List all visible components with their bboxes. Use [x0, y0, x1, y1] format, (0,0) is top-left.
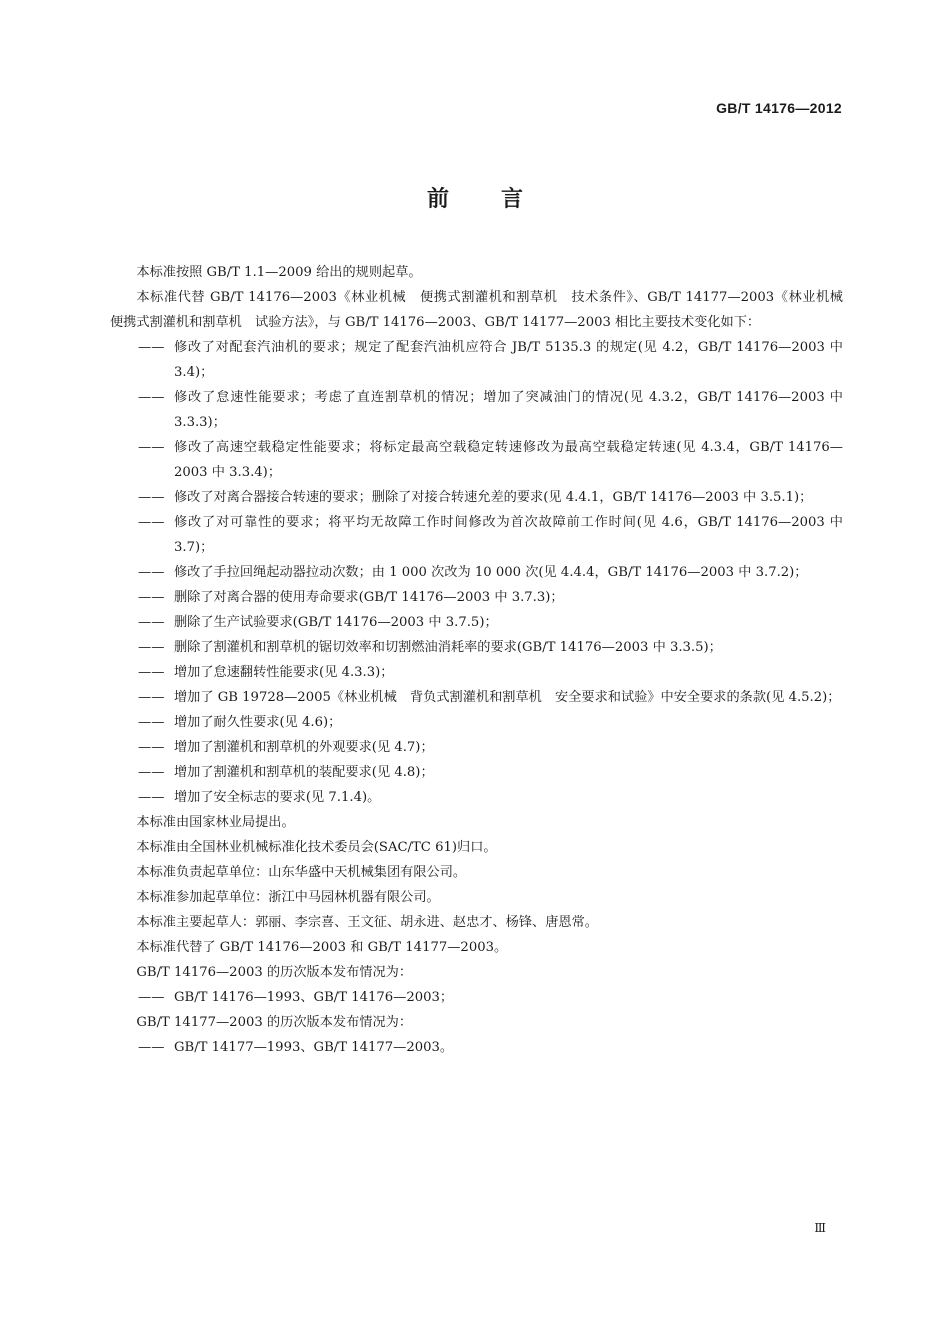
change-item-text: 修改了手拉回绳起动器拉动次数；由 1 000 次改为 10 000 次(见 4.4.4，GB/T 14176—2003 中 3.7.2)； — [174, 565, 808, 580]
change-item — [110, 785, 843, 810]
dash-mark: —— — [138, 340, 165, 355]
change-item-text: 修改了对配套汽油机的要求；规定了配套汽油机应符合 JB/T 5135.3 的规定(见 4.2，GB/T 14176—2003 中 3.4)； — [174, 340, 843, 380]
change-item-text: 修改了高速空载稳定性能要求；将标定最高空载稳定转速修改为最高空载稳定转速(见 4.3.4，GB/T 14176—2003 中 3.3.4)； — [174, 440, 843, 480]
change-item-text: 修改了怠速性能要求；考虑了直连割草机的情况；增加了突减油门的情况(见 4.3.2，GB/T 14176—2003 中 3.3.3)； — [174, 390, 843, 430]
page-title: 前言 — [426, 187, 575, 212]
change-item-text: 增加了安全标志的要求(见 7.1.4)。 — [174, 790, 381, 805]
history-item-14177 — [110, 1035, 843, 1060]
dash-mark: —— — [138, 740, 165, 755]
change-item — [110, 660, 843, 685]
dash-mark: —— — [138, 1040, 165, 1055]
page-number: Ⅲ — [814, 1221, 826, 1235]
change-item-text: 修改了对离合器接合转速的要求；删除了对接合转速允差的要求(见 4.4.1，GB/T 14176—2003 中 3.5.1)； — [174, 490, 813, 505]
history-item-14176 — [110, 985, 843, 1010]
change-item-text: 增加了怠速翻转性能要求(见 4.3.3)； — [174, 665, 394, 680]
paragraph-proposer: 本标准由国家林业局提出。 — [136, 815, 295, 830]
paragraph-main-drafters: 本标准主要起草人：郭丽、李宗喜、王文征、胡永进、赵忠才、杨锋、唐恩常。 — [136, 915, 598, 930]
dash-mark: —— — [138, 665, 165, 680]
dash-mark: —— — [138, 440, 165, 455]
paragraph-history-14176-intro: GB/T 14176—2003 的历次版本发布情况为： — [136, 965, 413, 980]
dash-mark: —— — [138, 715, 165, 730]
paragraph-replacement: 本标准代替 GB/T 14176—2003《林业机械 便携式割灌机和割草机 技术条件》、GB/T 14177—2003《林业机械 便携式割灌机和割草机 试验方法》，与 GB/T 14176—2003、GB/T 14177—2003 相比主要技术变化如下： — [110, 290, 857, 330]
paragraph-drafting-rules: 本标准按照 GB/T 1.1—2009 给出的规则起草。 — [136, 265, 422, 280]
change-item — [110, 510, 843, 560]
history-item-text: GB/T 14176—1993、GB/T 14176—2003； — [174, 990, 454, 1005]
paragraph-participating-drafter: 本标准参加起草单位：浙江中马园林机器有限公司。 — [136, 890, 440, 905]
paragraph-committee: 本标准由全国林业机械标准化技术委员会(SAC/TC 61)归口。 — [136, 840, 497, 855]
change-item-text: 增加了 GB 19728—2005《林业机械 背负式割灌机和割草机 安全要求和试验》中安全要求的条款(见 4.5.2)； — [174, 690, 841, 705]
change-item — [110, 435, 843, 485]
change-item — [110, 385, 843, 435]
dash-mark: —— — [138, 615, 165, 630]
change-item — [110, 635, 843, 660]
change-item — [110, 685, 843, 710]
dash-mark: —— — [138, 515, 165, 530]
change-item-text: 删除了生产试验要求(GB/T 14176—2003 中 3.7.5)； — [174, 615, 498, 630]
change-item-text: 增加了割灌机和割草机的装配要求(见 4.8)； — [174, 765, 434, 780]
change-item — [110, 710, 843, 735]
dash-mark: —— — [138, 640, 165, 655]
change-item-text: 删除了对离合器的使用寿命要求(GB/T 14176—2003 中 3.7.3)； — [174, 590, 564, 605]
dash-mark: —— — [138, 565, 165, 580]
dash-mark: —— — [138, 790, 165, 805]
change-item-text: 删除了割灌机和割草机的锯切效率和切割燃油消耗率的要求(GB/T 14176—2003 中 3.3.5)； — [174, 640, 722, 655]
standard-code-header: GB/T 14176—2012 — [716, 100, 842, 116]
change-item-text: 增加了割灌机和割草机的外观要求(见 4.7)； — [174, 740, 434, 755]
foreword-body — [110, 260, 857, 1060]
change-item — [110, 585, 843, 610]
dash-mark: —— — [138, 990, 165, 1005]
change-item — [110, 485, 843, 510]
dash-mark: —— — [138, 490, 165, 505]
paragraph-lead-drafter: 本标准负责起草单位：山东华盛中天机械集团有限公司。 — [136, 865, 467, 880]
change-item — [110, 335, 843, 385]
dash-mark: —— — [138, 590, 165, 605]
dash-mark: —— — [138, 390, 165, 405]
change-item — [110, 610, 843, 635]
change-item-text: 增加了耐久性要求(见 4.6)； — [174, 715, 342, 730]
dash-mark: —— — [138, 765, 165, 780]
change-item-text: 修改了对可靠性的要求；将平均无故障工作时间修改为首次故障前工作时间(见 4.6，GB/T 14176—2003 中 3.7)； — [174, 515, 843, 555]
change-item — [110, 760, 843, 785]
change-item — [110, 735, 843, 760]
history-item-text: GB/T 14177—1993、GB/T 14177—2003。 — [174, 1040, 454, 1055]
change-item — [110, 560, 843, 585]
dash-mark: —— — [138, 690, 165, 705]
paragraph-history-14177-intro: GB/T 14177—2003 的历次版本发布情况为： — [136, 1015, 413, 1030]
paragraph-supersedes: 本标准代替了 GB/T 14176—2003 和 GB/T 14177—2003。 — [136, 940, 508, 955]
